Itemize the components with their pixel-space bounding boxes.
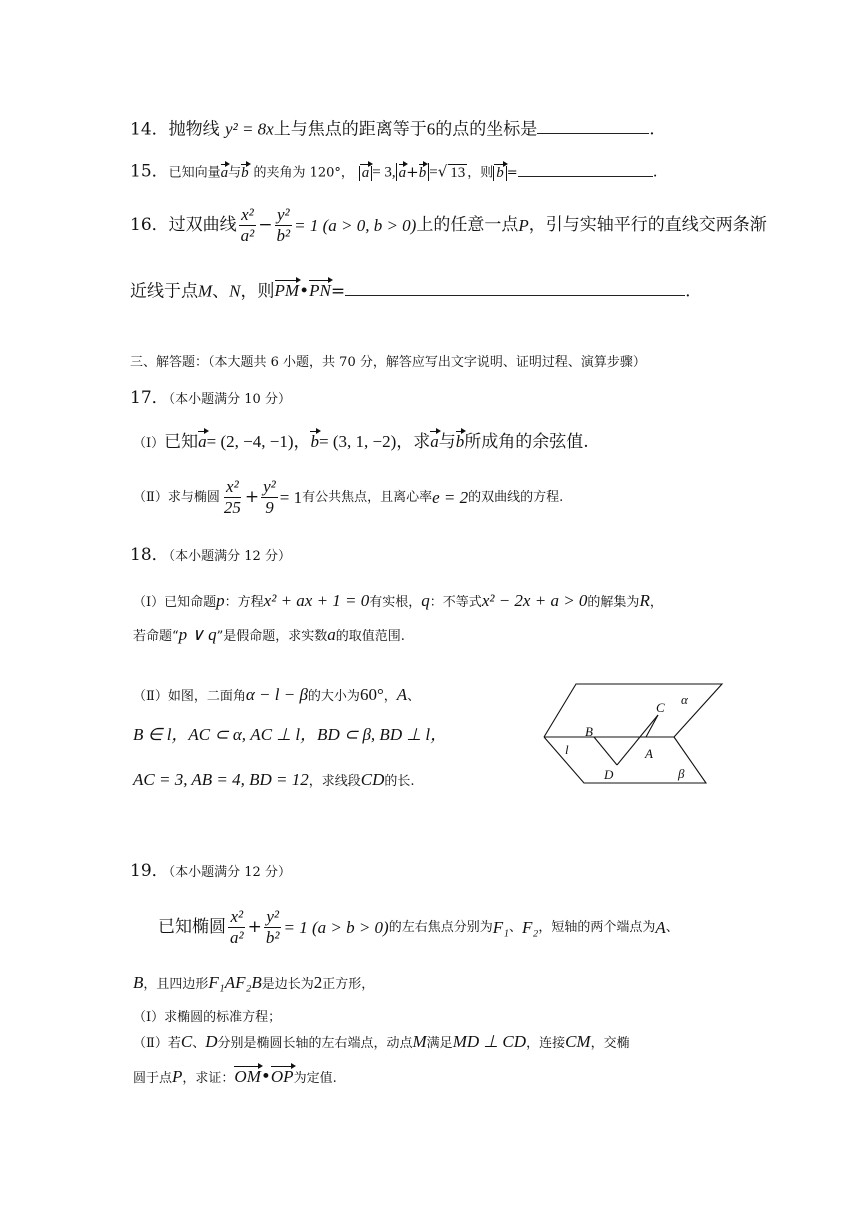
- q19-p2-text-4: ，连接: [526, 1036, 566, 1051]
- q16-text-6: ，则: [240, 281, 275, 302]
- q15-cond-2: =: [429, 164, 438, 181]
- q19-p2-label: （Ⅱ）若: [133, 1036, 181, 1051]
- q14-equation: y² = 8x: [225, 119, 274, 139]
- label-d: D: [604, 767, 614, 782]
- q17-vector-a-value: = (2, −4, −1)，: [206, 432, 311, 451]
- q14-answer-blank[interactable]: [537, 118, 649, 134]
- q17-fraction-y: [261, 478, 278, 517]
- q18-p1-text-1: 已知命题: [164, 595, 217, 610]
- q19-text-5: 、: [665, 919, 679, 935]
- q14-text-3: 的点的坐标是: [435, 119, 538, 140]
- q14-value: 6: [426, 119, 436, 139]
- q17-p1-text-2: 与: [438, 432, 456, 452]
- q18-p1-text-2: ：方程: [224, 595, 264, 610]
- q15-cond-1: = 3,: [372, 164, 396, 181]
- q19-p2-text-5: ，交椭: [590, 1036, 630, 1051]
- plane-alpha-outline: [544, 684, 722, 737]
- q18-p2-text-3: ，: [383, 689, 397, 704]
- q14-end: .: [649, 119, 655, 140]
- q19-number: 19．: [130, 861, 169, 881]
- q17-fraction-x: [222, 478, 243, 517]
- q15-text-2: 与: [228, 165, 242, 181]
- q17-score: （本小题满分 10 分）: [168, 392, 291, 407]
- q16-point-n: N: [229, 281, 241, 301]
- q18-p1-line2-a: 若命题“: [133, 629, 179, 644]
- q18-part-2-line-2: B ∈ l，AC ⊂ α, AC ⊥ l，BD ⊂ β, BD ⊥ l，: [133, 725, 448, 744]
- q19-quadrilateral: F₁AF₂B: [208, 973, 262, 992]
- q17-part-2: （Ⅱ） 求与椭圆 $\frac{\text{x²}}{25}$ + $\frac{\text{y²}}{9}$ = 1 有公共焦点，且离心率 e = 2 的双曲线的方程.: [133, 477, 564, 517]
- q19-side-length: 2: [313, 973, 323, 992]
- label-l: l: [565, 742, 569, 757]
- q16-frac-num-x: x²: [241, 205, 254, 224]
- q19-p2-line2-c: 为定值.: [293, 1071, 337, 1086]
- q16-text-1: 过双曲线: [168, 214, 237, 235]
- q18-p1-line2-c: 的取值范围.: [335, 629, 405, 644]
- q15-vector-a: a: [220, 164, 229, 181]
- q16-text-2: 上的任意一点: [416, 214, 519, 235]
- q16-fraction-x: [239, 206, 257, 245]
- label-beta: β: [678, 766, 685, 781]
- q19-point-d: D: [205, 1032, 218, 1051]
- q19-p2-line2-b: ，求证：: [182, 1071, 235, 1086]
- q19-dot: •: [260, 1067, 271, 1087]
- q19-point-p: P: [172, 1067, 183, 1086]
- label-a: A: [645, 746, 653, 761]
- q19-line2-text-2: 是边长为: [261, 977, 314, 992]
- q16-text-3: ，引与实轴平行的直线交两条渐: [528, 214, 767, 235]
- q19-perpendicular: MD ⊥ CD: [452, 1032, 527, 1051]
- q19-p2-text-3: 满足: [426, 1036, 453, 1051]
- q18-header: [130, 547, 291, 564]
- q16-end: .: [685, 281, 691, 302]
- q16-text-4: 近线于点: [130, 281, 198, 302]
- q17-vector-a: a: [198, 432, 207, 451]
- q16-fraction-y: [275, 206, 293, 245]
- q17-part-1: [133, 433, 589, 451]
- q16-frac-den-a: a²: [240, 225, 255, 245]
- label-c: C: [656, 700, 665, 715]
- q16-frac-num-y: y²: [276, 205, 290, 224]
- q16-equation-tail: = 1 (a > 0, b > 0): [294, 215, 417, 235]
- q19-fraction-x: [228, 908, 246, 947]
- q15-answer-blank[interactable]: [518, 162, 653, 177]
- q19-focus-f2: F₂: [522, 917, 539, 937]
- q15-abs-a-plus-b: a+b: [396, 163, 430, 181]
- q17-p2-equation: = 1: [279, 487, 303, 507]
- q19-equation-tail: = 1 (a > b > 0): [283, 917, 389, 937]
- q17-p2-text-1: 求与椭圆: [167, 489, 220, 505]
- q19-part-2-line-1: [133, 1033, 630, 1050]
- q19-fraction-y: [264, 908, 282, 947]
- q17-frac-num-y: y²: [263, 477, 276, 496]
- q15-text-5: =: [506, 165, 518, 181]
- q17-p1-text-3: 所成角的余弦值.: [464, 432, 589, 452]
- q15-end: .: [652, 162, 658, 181]
- q17-vector-b: b: [310, 432, 319, 451]
- q17-p2-label: （Ⅱ）: [133, 489, 168, 505]
- q18-p-or-q: p ∨ q: [178, 625, 217, 644]
- q19-part-2-line-2: [133, 1068, 337, 1086]
- q17-frac-num-x: x²: [226, 477, 239, 496]
- q17-vector-a-2: a: [430, 432, 439, 451]
- section-3-heading: 三、解答题：（本大题共 6 小题，共 70 分，解答应写出文字说明、证明过程、演算步骤）: [130, 355, 646, 370]
- q18-p1-line2-b: ”是假命题，求实数: [216, 629, 328, 644]
- q15-sqrt-value: 13: [450, 164, 466, 181]
- q16-answer-blank[interactable]: [345, 280, 685, 296]
- q15-number: 15．: [130, 161, 169, 182]
- segment-ac: [646, 715, 658, 737]
- q18-var-a: a: [327, 625, 336, 644]
- q19-text-3: 、: [509, 919, 523, 935]
- q19-p2-text-1: 、: [192, 1036, 206, 1051]
- q17-p1-text-1: 已知: [164, 432, 199, 452]
- dihedral-angle-figure: [538, 680, 728, 800]
- q19-frac-den-b: b²: [265, 927, 280, 947]
- q19-point-m: M: [412, 1032, 427, 1051]
- q18-p1-text-5: 的解集为: [587, 595, 640, 610]
- q19-focus-f1: F₁: [492, 917, 510, 937]
- q16-frac-den-b: b²: [276, 225, 291, 245]
- q18-p2-text-1: 如图，二面角: [167, 689, 246, 704]
- q17-p2-eccentricity: e = 2: [432, 487, 469, 507]
- q17-p2-text-3: 的双曲线的方程.: [468, 489, 564, 505]
- q18-prop-q: q: [421, 591, 430, 610]
- q18-equation-1: x² + ax + 1 = 0: [263, 591, 370, 610]
- q14-line: [130, 118, 655, 138]
- q18-prop-p: p: [216, 591, 225, 610]
- q15-line: 15．已知向量a与b 的夹角为 120°， a = 3, a+b =√ 13 ，则 b = .: [130, 161, 658, 182]
- q19-line2-text-3: 正方形，: [322, 977, 375, 992]
- q18-p2-text-2: 的大小为: [307, 689, 360, 704]
- q19-vector-op: OP: [270, 1067, 294, 1086]
- q19-text-1: 已知椭圆: [158, 916, 226, 937]
- q16-vector-pn: PN: [309, 281, 331, 301]
- q18-angle-60: 60°: [359, 685, 384, 704]
- q18-score: （本小题满分 12 分）: [168, 549, 291, 564]
- q17-p2-text-2: 有公共焦点，且离心率: [302, 489, 433, 505]
- q19-point-a: A: [655, 917, 666, 937]
- q19-p2-line2-a: 圆于点: [133, 1071, 173, 1086]
- q18-set-r: R: [639, 591, 650, 610]
- q18-p2-text-5: ，求线段: [308, 774, 361, 789]
- q19-part-1: （Ⅰ）求椭圆的标准方程；: [133, 1010, 282, 1025]
- q17-header: [130, 390, 291, 407]
- q18-conditions: AC = 3, AB = 4, BD = 12: [133, 770, 309, 789]
- q18-p1-label: （Ⅰ）: [133, 595, 165, 610]
- q19-line2-text-1: ，且四边形: [143, 977, 209, 992]
- q19-frac-num-x: x²: [230, 907, 244, 926]
- segment-bd: [594, 737, 617, 765]
- q18-p2-text-4: 、: [407, 689, 421, 704]
- q18-point-a: A: [396, 685, 408, 704]
- q15-abs-b: b: [493, 166, 507, 181]
- q15-vector-b: b: [241, 164, 249, 181]
- q18-segment-cd: CD: [360, 770, 385, 789]
- q15-vector-b-2: b: [418, 164, 427, 181]
- q14-text-1: 抛物线: [168, 119, 220, 140]
- q19-line-1: 已知椭圆 $\frac{\text{x²}}{\text{a²}}$ + $\frac{\text{y²}}{\text{b²}}$ = 1 (a > b > 0) 的左右焦点分别为 F₁ 、 F₂ ，短轴的两个端点为 A 、: [158, 907, 679, 947]
- q17-vector-b-value: = (3, 1, −2)，求: [318, 432, 431, 451]
- q15-text-4: ，则: [467, 165, 494, 181]
- q15-text-1: 已知向量: [168, 165, 221, 181]
- q18-p1-text-3: 有实根，: [369, 595, 422, 610]
- q19-point-b: B: [133, 973, 144, 992]
- q18-p1-text-6: ，: [649, 595, 663, 610]
- q18-part-1-line-2: [133, 626, 405, 643]
- q15-abs-a: a: [359, 166, 373, 181]
- q18-number: 18．: [130, 545, 169, 565]
- q15-vector-a-2: a: [398, 164, 407, 181]
- q19-text-2: 的左右焦点分别为: [388, 919, 493, 935]
- q18-part-2-line-1: [133, 686, 420, 703]
- q16-dot: •: [299, 281, 310, 302]
- q17-vector-b-2: b: [455, 432, 465, 451]
- q15-text-3: 的夹角为 120°，: [253, 165, 354, 181]
- q16-line-2: [130, 280, 690, 300]
- q18-p1-text-4: ：不等式: [429, 595, 482, 610]
- q16-text-5: 、: [212, 281, 230, 302]
- q19-header: [130, 863, 291, 880]
- label-alpha: α: [681, 692, 688, 707]
- q17-number: 17．: [130, 388, 169, 408]
- q19-p2-text-2: 分别是椭圆长轴的左右端点，动点: [217, 1036, 413, 1051]
- q14-text-2: 上与焦点的距离等于: [273, 119, 427, 140]
- q19-segment-cm: CM: [565, 1032, 591, 1051]
- q16-vector-pm: PM: [274, 281, 300, 301]
- q19-text-4: ，短轴的两个端点为: [538, 919, 656, 935]
- q17-frac-den-25: 25: [223, 497, 241, 517]
- q19-score: （本小题满分 12 分）: [168, 865, 291, 880]
- q16-number: 16．: [130, 214, 169, 235]
- q18-dihedral: α − l − β: [245, 685, 308, 704]
- q18-p2-text-6: 的长.: [384, 774, 415, 789]
- q19-line-2: [133, 974, 374, 991]
- q18-p2-label: （Ⅱ）: [133, 689, 168, 704]
- q16-point-m: M: [198, 281, 213, 301]
- q16-line-1: 16． 过双曲线 $\frac{\text{x²}}{\text{a²}}$ − $\frac{\text{y²}}{\text{b²}}$ = 1 (a > 0, b > 0) 上的任意一点 P ，引与实轴平行的直线交两条渐: [130, 205, 767, 245]
- q16-text-7: =: [330, 281, 346, 302]
- q17-p1-label: （Ⅰ）: [133, 436, 165, 451]
- q18-inequality: x² − 2x + a > 0: [481, 591, 588, 610]
- q19-vector-om: OM: [234, 1067, 261, 1086]
- q18-part-1-line-1: [133, 592, 663, 609]
- label-b: B: [585, 724, 593, 739]
- q17-frac-den-9: 9: [265, 497, 274, 517]
- q14-number: 14．: [130, 119, 169, 140]
- q16-point-p: P: [518, 215, 529, 235]
- q19-frac-den-a: a²: [230, 927, 244, 947]
- q19-frac-num-y: y²: [266, 907, 279, 926]
- q18-part-2-line-3: [133, 771, 415, 788]
- q19-point-c: C: [180, 1032, 193, 1051]
